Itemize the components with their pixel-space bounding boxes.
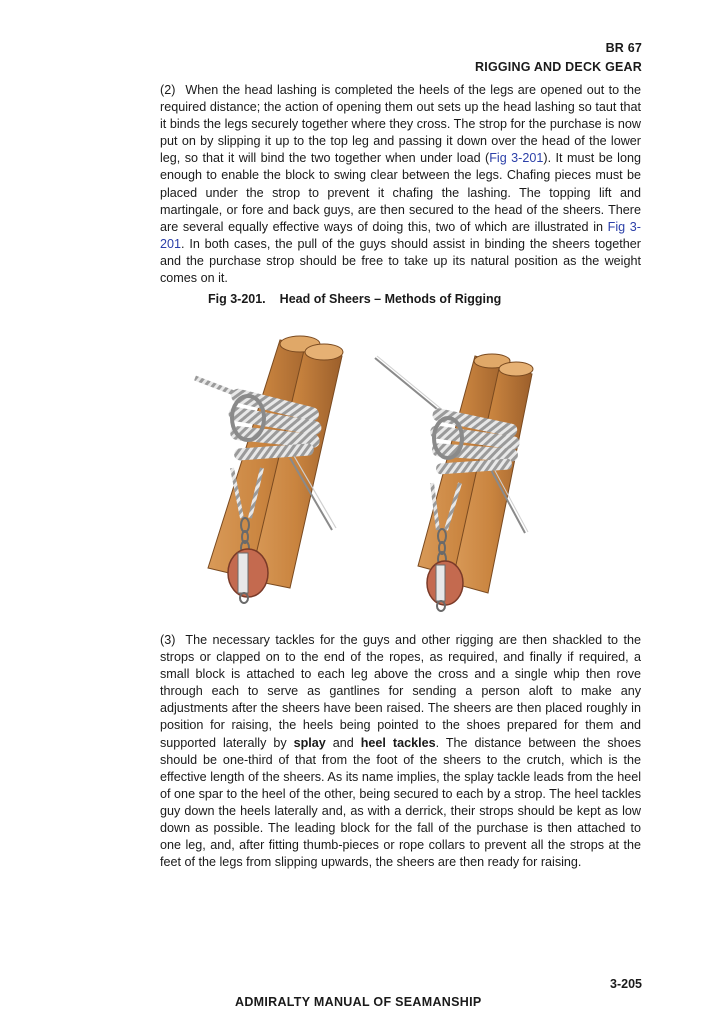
paragraph-number: (2)	[160, 83, 176, 97]
figure-caption	[208, 292, 501, 306]
paragraph-text: ). It must be long enough to enable the block to swing clear between the legs. Chafing pieces must be placed under the strop to prevent it chafing the lashing. The topping lift and martingale, or fore and back guys, are then secured to the head of the sheers. There are several equally effective ways of doing this, two of which are illustrated in	[160, 151, 641, 234]
footer-title: ADMIRALTY MANUAL OF SEAMANSHIP	[235, 995, 482, 1009]
spar-top	[305, 344, 343, 360]
paragraph-number: (3)	[160, 633, 176, 647]
pulley-block	[427, 561, 463, 611]
paragraph-text: . The distance between the shoes should be one-third of that from the foot of the sheers to the crutch, which is the effective length of the sheers. As its name implies, the splay tackle leads from the heel of one spar to the heel of the other, being secured to each by a strop. The heel tackles guy down the heels laterally and, as with a derrick, their strops should be kept as low down as possible. The leading block for the fall of the purchase is then attached to one leg, and, after fitting thumb-pieces or rope collars to prevent all the strops at the feet of the legs from slipping upwards, the sheers are then ready for raising.	[160, 735, 641, 870]
sheers-illustration	[170, 318, 570, 618]
paragraph-text: . In both cases, the pull of the guys should assist in binding the sheers together and the purchase strop should be free to take up its natural position as the weight comes on it.	[160, 236, 641, 286]
fig-link[interactable]: Fig 3-201	[489, 151, 544, 166]
paragraph-text: The necessary tackles for the guys and other rigging are then shackled to the strops or clapped on to the end of the ropes, as required, and finally if required, a small block is attached to each leg above the cross and a single whip then rove through each to serve as gantlines for sending a person aloft to make any adjustments after the sheers have been raised. The sheers are then placed roughly in position for raising, the heels being pointed to the shoes prepared for them and supported laterally by	[160, 633, 641, 750]
bold-term: splay	[293, 735, 326, 750]
paragraph-3	[160, 632, 641, 871]
right-sheers-rig	[375, 354, 533, 611]
paragraph-text: and	[325, 735, 361, 750]
page-number: 3-205	[610, 977, 642, 991]
pulley-block	[228, 549, 268, 603]
paragraph-text: When the head lashing is completed the heels of the legs are opened out to the required distance; the action of opening them out sets up the head lashing so taut that it binds the legs securely together where they cross. The strop for the purchase is now put on by slipping it up to the top leg and passing it down over the head of the lower leg, so that it will bind the two together when under load (	[160, 83, 641, 166]
spar-top	[499, 362, 533, 376]
figure-title: Head of Sheers – Methods of Rigging	[279, 292, 502, 306]
header-ref: BR 67	[605, 41, 642, 55]
figure-label: Fig 3-201.	[208, 292, 266, 306]
header-title: RIGGING AND DECK GEAR	[475, 60, 642, 74]
left-sheers-rig	[195, 336, 343, 603]
fig-link[interactable]: Fig 3-201	[160, 219, 641, 251]
paragraph-2	[160, 82, 641, 287]
bold-term: heel tackles	[360, 735, 436, 750]
